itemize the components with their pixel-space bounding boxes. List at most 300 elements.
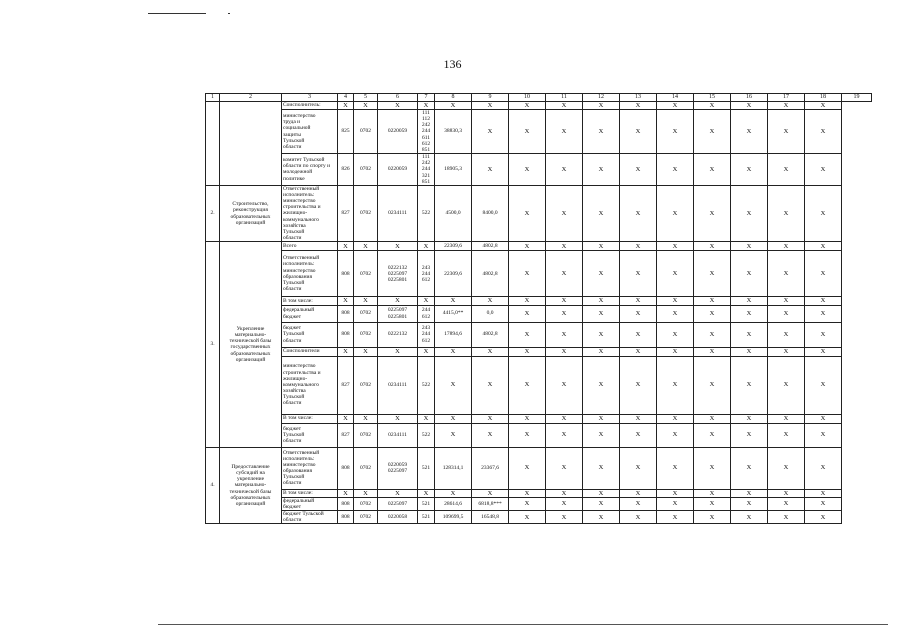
value-cell: Х (354, 242, 378, 251)
column-number: 1 (206, 94, 220, 102)
value-cell: Х (378, 347, 418, 356)
column-number: 17 (768, 94, 805, 102)
value-cell: Х (509, 242, 546, 251)
value-cell: Х (805, 242, 842, 251)
value-cell: Х (378, 297, 418, 305)
value-cell: Х (620, 297, 657, 305)
row-group-number: 2. (206, 185, 220, 241)
table-row (206, 497, 872, 510)
value-cell: 4802,8 (472, 242, 509, 251)
value-cell: Х (768, 356, 805, 414)
value-cell: Х (620, 447, 657, 489)
value-cell: 808 (338, 497, 354, 510)
value-cell: 0234111 (378, 423, 418, 447)
value-cell: Х (546, 489, 583, 497)
value-cell: Х (731, 511, 768, 524)
value-cell: Х (620, 101, 657, 109)
value-cell: 244 612 (418, 305, 435, 322)
value-cell: Х (546, 497, 583, 510)
table-row (206, 322, 872, 347)
value-cell: Х (583, 251, 620, 297)
value-cell: Х (472, 297, 509, 305)
column-number: 4 (338, 94, 354, 102)
value-cell: Х (509, 511, 546, 524)
value-cell: Х (694, 511, 731, 524)
value-cell: Х (354, 489, 378, 497)
value-cell: Х (805, 497, 842, 510)
value-cell: 4802,8 (472, 251, 509, 297)
value-cell: Х (768, 497, 805, 510)
value-cell: Х (583, 356, 620, 414)
column-number: 15 (694, 94, 731, 102)
column-number: 11 (546, 94, 583, 102)
value-cell: Х (546, 447, 583, 489)
value-cell: Х (583, 154, 620, 186)
value-cell: Х (620, 322, 657, 347)
value-cell: 521 (418, 447, 435, 489)
value-cell: Х (583, 447, 620, 489)
value-cell: Х (657, 322, 694, 347)
value-cell: Х (694, 109, 731, 153)
column-number: 14 (657, 94, 694, 102)
table-row (206, 297, 872, 305)
value-cell: Х (694, 101, 731, 109)
value-cell: Х (435, 101, 472, 109)
value-cell: Х (657, 511, 694, 524)
value-cell: Х (731, 322, 768, 347)
value-cell: Х (583, 322, 620, 347)
value-cell: Х (583, 185, 620, 241)
value-cell: 0220059 0225097 (378, 447, 418, 489)
value-cell: Х (657, 305, 694, 322)
value-cell: Х (583, 101, 620, 109)
value-cell: Х (657, 497, 694, 510)
value-cell: Х (620, 497, 657, 510)
value-cell: Х (546, 305, 583, 322)
value-cell: Х (657, 101, 694, 109)
value-cell: Х (418, 101, 435, 109)
value-cell: Х (768, 101, 805, 109)
value-cell: Х (731, 154, 768, 186)
value-cell: Х (768, 305, 805, 322)
value-cell: Х (354, 101, 378, 109)
value-cell: 17894,6 (435, 322, 472, 347)
value-cell: Х (509, 185, 546, 241)
value-cell: 827 (338, 423, 354, 447)
value-cell: 521 (418, 511, 435, 524)
value-cell: Х (657, 423, 694, 447)
row-group-number (206, 101, 220, 185)
value-cell: Х (694, 356, 731, 414)
value-cell: Х (768, 185, 805, 241)
value-cell: Х (620, 109, 657, 153)
value-cell: Х (546, 101, 583, 109)
value-cell: Х (805, 251, 842, 297)
value-cell: Х (354, 414, 378, 423)
value-cell: 18905,3 (435, 154, 472, 186)
activity-name: Укрепление материально- технической базы государственных образовательных организаций (220, 242, 282, 447)
value-cell: Х (583, 297, 620, 305)
value-cell: Х (805, 322, 842, 347)
value-cell: Х (768, 154, 805, 186)
value-cell: Х (657, 154, 694, 186)
column-number: 10 (509, 94, 546, 102)
value-cell: Х (620, 511, 657, 524)
value-cell: Х (731, 447, 768, 489)
value-cell: Х (546, 414, 583, 423)
value-cell: 6818,8*** (472, 497, 509, 510)
value-cell: Х (694, 447, 731, 489)
table-row (206, 356, 872, 414)
value-cell: Х (509, 305, 546, 322)
value-cell: Х (472, 101, 509, 109)
value-cell: Х (731, 109, 768, 153)
table-row (206, 251, 872, 297)
value-cell: Х (546, 347, 583, 356)
value-cell: Х (546, 242, 583, 251)
value-cell: Х (805, 414, 842, 423)
value-cell: Х (472, 423, 509, 447)
value-cell: Х (731, 101, 768, 109)
executor-cell: бюджет Тульской области (282, 423, 338, 447)
column-number: 16 (731, 94, 768, 102)
value-cell: Х (694, 489, 731, 497)
executor-cell: Соисполнитель: (282, 101, 338, 109)
value-cell: Х (805, 101, 842, 109)
value-cell: Х (731, 423, 768, 447)
value-cell: Х (620, 242, 657, 251)
value-cell: 522 (418, 423, 435, 447)
value-cell: Х (805, 447, 842, 489)
value-cell: 808 (338, 251, 354, 297)
executor-cell: В том числе: (282, 297, 338, 305)
value-cell: Х (472, 489, 509, 497)
value-cell: 8400,0 (472, 185, 509, 241)
value-cell: Х (546, 154, 583, 186)
value-cell: 38830,3 (435, 109, 472, 153)
value-cell: Х (805, 511, 842, 524)
value-cell: Х (620, 423, 657, 447)
value-cell: Х (418, 489, 435, 497)
value-cell: Х (435, 297, 472, 305)
value-cell: Х (731, 489, 768, 497)
budget-table (205, 93, 872, 524)
executor-cell: комитет Тульской области по спорту и молодежной политике (282, 154, 338, 186)
value-cell: Х (509, 423, 546, 447)
value-cell: Х (546, 109, 583, 153)
executor-cell: В том числе: (282, 414, 338, 423)
value-cell: Х (354, 347, 378, 356)
value-cell: Х (583, 497, 620, 510)
value-cell: Х (731, 297, 768, 305)
column-number: 8 (435, 94, 472, 102)
value-cell: Х (620, 347, 657, 356)
value-cell: 0225097 (378, 497, 418, 510)
value-cell: 808 (338, 322, 354, 347)
table-row (206, 109, 872, 153)
value-cell: Х (805, 423, 842, 447)
value-cell: Х (418, 347, 435, 356)
table-row (206, 185, 872, 241)
value-cell: Х (509, 154, 546, 186)
value-cell: 0234111 (378, 185, 418, 241)
column-number: 6 (378, 94, 418, 102)
value-cell: Х (657, 347, 694, 356)
value-cell: Х (509, 347, 546, 356)
column-number: 18 (805, 94, 842, 102)
value-cell: 808 (338, 511, 354, 524)
value-cell: 0702 (354, 447, 378, 489)
value-cell: Х (435, 423, 472, 447)
value-cell: 825 (338, 109, 354, 153)
value-cell: 0702 (354, 305, 378, 322)
value-cell: Х (546, 185, 583, 241)
value-cell: Х (620, 185, 657, 241)
executor-cell: Ответственный исполнитель: министерство строительства и жилищно- коммунального хозяйства Тульской области (282, 185, 338, 241)
value-cell: Х (378, 489, 418, 497)
column-number: 2 (220, 94, 282, 102)
value-cell: Х (546, 297, 583, 305)
value-cell: Х (694, 497, 731, 510)
value-cell: 0702 (354, 497, 378, 510)
value-cell: Х (418, 242, 435, 251)
column-number: 12 (583, 94, 620, 102)
executor-cell: федеральный бюджет (282, 497, 338, 510)
value-cell: Х (657, 489, 694, 497)
value-cell: Х (657, 251, 694, 297)
value-cell: Х (620, 305, 657, 322)
value-cell: Х (583, 347, 620, 356)
value-cell: Х (694, 251, 731, 297)
value-cell: Х (657, 242, 694, 251)
value-cell: Х (731, 497, 768, 510)
table-row (206, 511, 872, 524)
value-cell: Х (731, 251, 768, 297)
value-cell: 827 (338, 185, 354, 241)
value-cell: Х (805, 489, 842, 497)
value-cell: Х (509, 497, 546, 510)
value-cell: 0225097 0225801 (378, 305, 418, 322)
value-cell: Х (509, 356, 546, 414)
value-cell: 22309,6 (435, 242, 472, 251)
value-cell: Х (731, 356, 768, 414)
value-cell: Х (435, 414, 472, 423)
value-cell: Х (768, 414, 805, 423)
value-cell: Х (620, 489, 657, 497)
table-row (206, 489, 872, 497)
value-cell: Х (378, 101, 418, 109)
value-cell: 0702 (354, 185, 378, 241)
value-cell: Х (768, 322, 805, 347)
value-cell: Х (731, 185, 768, 241)
value-cell: Х (768, 297, 805, 305)
table-row (206, 447, 872, 489)
value-cell: Х (620, 154, 657, 186)
value-cell: Х (768, 423, 805, 447)
value-cell: Х (731, 242, 768, 251)
value-cell: 111 112 242 244 611 612 851 (418, 109, 435, 153)
value-cell: 0702 (354, 511, 378, 524)
value-cell: 0220059 (378, 109, 418, 153)
value-cell: 0702 (354, 322, 378, 347)
value-cell: 0220058 (378, 511, 418, 524)
value-cell: Х (338, 297, 354, 305)
value-cell: Х (657, 109, 694, 153)
value-cell: Х (418, 414, 435, 423)
table-row (206, 101, 872, 109)
value-cell: 0702 (354, 154, 378, 186)
value-cell: Х (338, 414, 354, 423)
value-cell: Х (583, 414, 620, 423)
value-cell: 522 (418, 185, 435, 241)
value-cell: Х (657, 356, 694, 414)
value-cell: 0234111 (378, 356, 418, 414)
value-cell: 0222132 0225097 0225801 (378, 251, 418, 297)
page-number: 136 (443, 57, 462, 71)
value-cell: Х (694, 154, 731, 186)
value-cell: Х (768, 109, 805, 153)
value-cell: Х (509, 322, 546, 347)
value-cell: Х (583, 109, 620, 153)
value-cell: Х (435, 356, 472, 414)
value-cell: Х (768, 447, 805, 489)
value-cell: Х (694, 185, 731, 241)
value-cell: Х (509, 297, 546, 305)
value-cell: Х (694, 347, 731, 356)
value-cell: 243 244 612 (418, 322, 435, 347)
value-cell: Х (354, 297, 378, 305)
value-cell: Х (694, 297, 731, 305)
value-cell: Х (378, 414, 418, 423)
value-cell: Х (338, 101, 354, 109)
value-cell: Х (509, 251, 546, 297)
value-cell: Х (620, 251, 657, 297)
value-cell: 0702 (354, 423, 378, 447)
value-cell: 4415,0** (435, 305, 472, 322)
value-cell: 808 (338, 447, 354, 489)
value-cell: Х (694, 322, 731, 347)
executor-cell: Ответственный исполнитель: министерство образования Тульской области (282, 251, 338, 297)
value-cell: Х (657, 297, 694, 305)
value-cell: 28614,6 (435, 497, 472, 510)
row-group-number: 4. (206, 447, 220, 524)
value-cell: 109699,5 (435, 511, 472, 524)
value-cell: Х (338, 347, 354, 356)
value-cell: Х (731, 347, 768, 356)
value-cell: 243 244 612 (418, 251, 435, 297)
value-cell: Х (657, 185, 694, 241)
value-cell: 0702 (354, 356, 378, 414)
value-cell: 827 (338, 356, 354, 414)
value-cell: Х (546, 251, 583, 297)
value-cell: 0220059 (378, 154, 418, 186)
value-cell: 128314,1 (435, 447, 472, 489)
value-cell: 521 (418, 497, 435, 510)
value-cell: Х (509, 414, 546, 423)
value-cell: Х (418, 297, 435, 305)
value-cell: Х (583, 305, 620, 322)
value-cell: 808 (338, 305, 354, 322)
activity-name: Строительство, реконструкция образовательных организаций (220, 185, 282, 241)
executor-cell: Ответственный исполнитель: министерство образования Тульской области (282, 447, 338, 489)
value-cell: 16548,8 (472, 511, 509, 524)
value-cell: 111 242 244 321 851 (418, 154, 435, 186)
top-rule-dot (228, 13, 230, 14)
value-cell: Х (620, 356, 657, 414)
row-group-number: 3. (206, 242, 220, 447)
executor-cell: федеральный бюджет (282, 305, 338, 322)
value-cell: Х (546, 511, 583, 524)
value-cell: Х (378, 242, 418, 251)
table-row (206, 305, 872, 322)
table-row (206, 242, 872, 251)
value-cell: 0,0 (472, 305, 509, 322)
value-cell: Х (657, 414, 694, 423)
executor-cell: министерство строительства и жилищно- коммунального хозяйства Тульской области (282, 356, 338, 414)
value-cell: 4500,0 (435, 185, 472, 241)
table-row (206, 347, 872, 356)
executor-cell: бюджет Тульской области (282, 511, 338, 524)
column-number: 9 (472, 94, 509, 102)
value-cell: Х (768, 511, 805, 524)
value-cell: Х (805, 347, 842, 356)
column-number: 5 (354, 94, 378, 102)
column-number: 3 (282, 94, 338, 102)
value-cell: Х (694, 414, 731, 423)
value-cell: Х (583, 423, 620, 447)
value-cell: Х (509, 101, 546, 109)
executor-cell: бюджет Тульской области (282, 322, 338, 347)
value-cell: Х (657, 447, 694, 489)
value-cell: Х (509, 109, 546, 153)
value-cell: Х (768, 489, 805, 497)
activity-name: Предоставление субсидий на укрепление материально- технической базы образовательных организаций (220, 447, 282, 524)
value-cell: Х (509, 489, 546, 497)
executor-cell: Соисполнители (282, 347, 338, 356)
value-cell: Х (435, 489, 472, 497)
table-row (206, 414, 872, 423)
value-cell: Х (338, 489, 354, 497)
top-rule-left (148, 13, 206, 14)
value-cell: Х (435, 347, 472, 356)
value-cell: 22309,6 (435, 251, 472, 297)
column-number: 7 (418, 94, 435, 102)
value-cell: Х (805, 185, 842, 241)
activity-name (220, 101, 282, 185)
executor-cell: В том числе: (282, 489, 338, 497)
value-cell: Х (805, 297, 842, 305)
value-cell: Х (694, 242, 731, 251)
value-cell: Х (546, 356, 583, 414)
table-row (206, 423, 872, 447)
column-number: 13 (620, 94, 657, 102)
value-cell: 23367,6 (472, 447, 509, 489)
executor-cell: министерство труда и социальной защиты Тульской области (282, 109, 338, 153)
value-cell: 826 (338, 154, 354, 186)
value-cell: Х (731, 305, 768, 322)
value-cell: Х (338, 242, 354, 251)
value-cell: Х (805, 154, 842, 186)
value-cell: Х (583, 511, 620, 524)
column-number: 19 (842, 94, 872, 102)
table-row (206, 154, 872, 186)
value-cell: Х (546, 322, 583, 347)
value-cell: 522 (418, 356, 435, 414)
value-cell: Х (805, 356, 842, 414)
value-cell: Х (472, 109, 509, 153)
value-cell: 0702 (354, 251, 378, 297)
value-cell: 0222132 (378, 322, 418, 347)
